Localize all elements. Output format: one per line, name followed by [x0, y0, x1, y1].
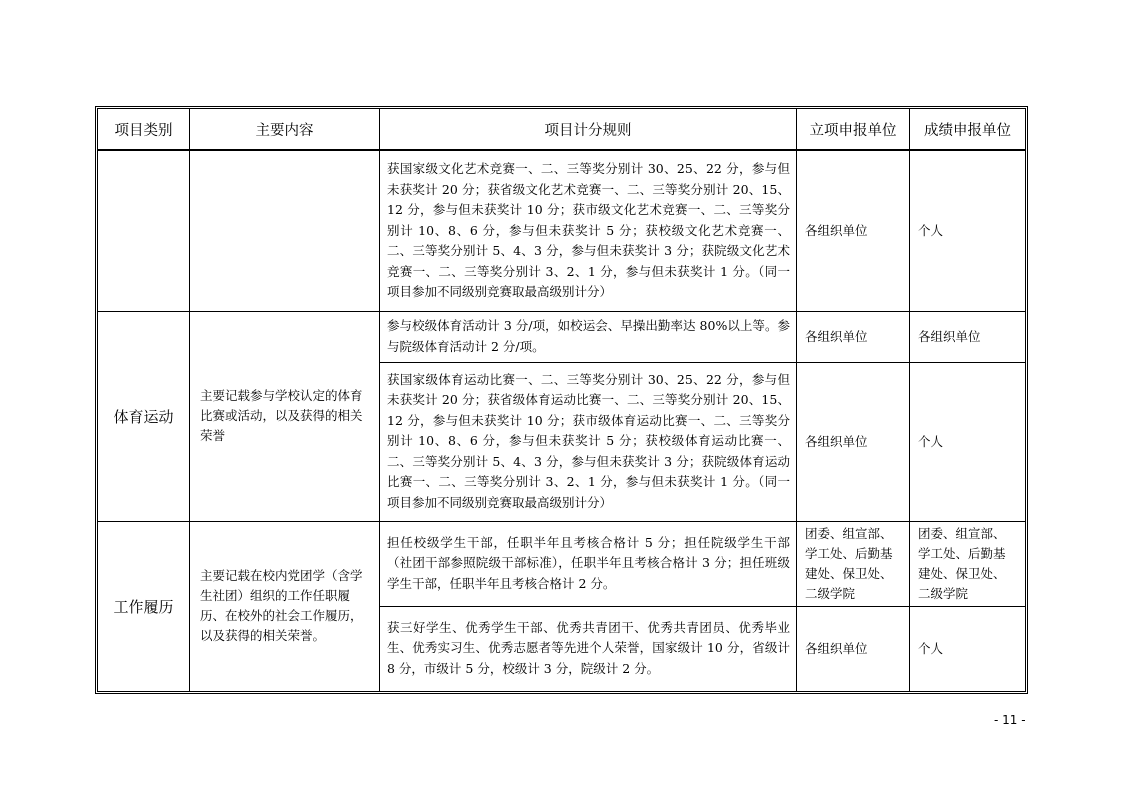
rule-cell: 获三好学生、优秀学生干部、优秀共青团干、优秀共青团员、优秀毕业生、优秀实习生、优秀志愿者等先进个人荣誉，国家级计 10 分，省级计 8 分，市级计 5 分，校级计 3 分，院级计 2 分。 — [380, 606, 797, 691]
rule-cell: 获国家级文化艺术竞赛一、二、三等奖分别计 30、25、22 分，参与但未获奖计 20 分；获省级文化艺术竞赛一、二、三等奖分别计 20、15、12 分，参与但未获奖计 10 分；获市级文化艺术竞赛一、二、三等奖分别计 10、8、6 分，参与但未获奖计 5 分；获校级文化艺术竞赛一、二、三等奖分别计 5、4、3 分，参与但未获奖计 3 分；获院级文化艺术竞赛一、二、三等奖分别计 3、2、1 分，参与但未获奖计 1 分。（同一项目参加不同级别竞赛取最高级别计分） — [380, 150, 797, 311]
content-cell — [190, 150, 380, 311]
rule-cell: 担任校级学生干部，任职半年且考核合格计 5 分；担任院级学生干部（社团干部参照院级干部标准），任职半年且考核合格计 3 分；担任班级学生干部，任职半年且考核合格计 2 分。 — [380, 521, 797, 606]
score-unit-cell: 个人 — [910, 362, 1026, 521]
rule-cell: 获国家级体育运动比赛一、二、三等奖分别计 30、25、22 分，参与但未获奖计 20 分；获省级体育运动比赛一、二、三等奖分别计 20、15、12 分，参与但未获奖计 10 分；获市级体育运动比赛一、二、三等奖分别计 10、8、6 分，参与但未获奖计 5 分；获校级体育运动比赛一、二、三等奖分别计 5、4、3 分，参与但未获奖计 3 分；获院级体育运动比赛一、二、三等奖分别计 3、2、1 分，参与但未获奖计 1 分。（同一项目参加不同级别竞赛取最高级别计分） — [380, 362, 797, 521]
content-cell-sports: 主要记载参与学校认定的体育比赛或活动，以及获得的相关荣誉 — [190, 311, 380, 521]
rule-cell: 参与校级体育活动计 3 分/项，如校运会、早操出勤率达 80%以上等。参与院级体育活动计 2 分/项。 — [380, 311, 797, 362]
scoring-table — [97, 108, 1026, 692]
header-content: 主要内容 — [190, 109, 380, 151]
score-unit-cell: 团委、组宣部、学工处、后勤基建处、保卫处、二级学院 — [910, 521, 1026, 606]
header-score-unit: 成绩申报单位 — [910, 109, 1026, 151]
content-cell-work: 主要记载在校内党团学（含学生社团）组织的工作任职履历、在校外的社会工作履历，以及获得的相关荣誉。 — [190, 521, 380, 691]
table-row — [98, 521, 1026, 606]
score-unit-cell: 各组织单位 — [910, 311, 1026, 362]
table-row — [98, 150, 1026, 311]
category-cell-sports: 体育运动 — [98, 311, 190, 521]
project-unit-cell: 各组织单位 — [797, 311, 910, 362]
category-cell — [98, 150, 190, 311]
project-unit-cell: 各组织单位 — [797, 150, 910, 311]
header-rule: 项目计分规则 — [380, 109, 797, 151]
table-header-row — [98, 109, 1026, 151]
score-unit-cell: 个人 — [910, 150, 1026, 311]
project-unit-cell: 团委、组宣部、学工处、后勤基建处、保卫处、二级学院 — [797, 521, 910, 606]
page-number: - 11 - — [994, 713, 1026, 727]
header-category: 项目类别 — [98, 109, 190, 151]
header-project-unit: 立项申报单位 — [797, 109, 910, 151]
category-cell-work: 工作履历 — [98, 521, 190, 691]
project-unit-cell: 各组织单位 — [797, 606, 910, 691]
table-row — [98, 311, 1026, 362]
project-unit-cell: 各组织单位 — [797, 362, 910, 521]
score-unit-cell: 个人 — [910, 606, 1026, 691]
